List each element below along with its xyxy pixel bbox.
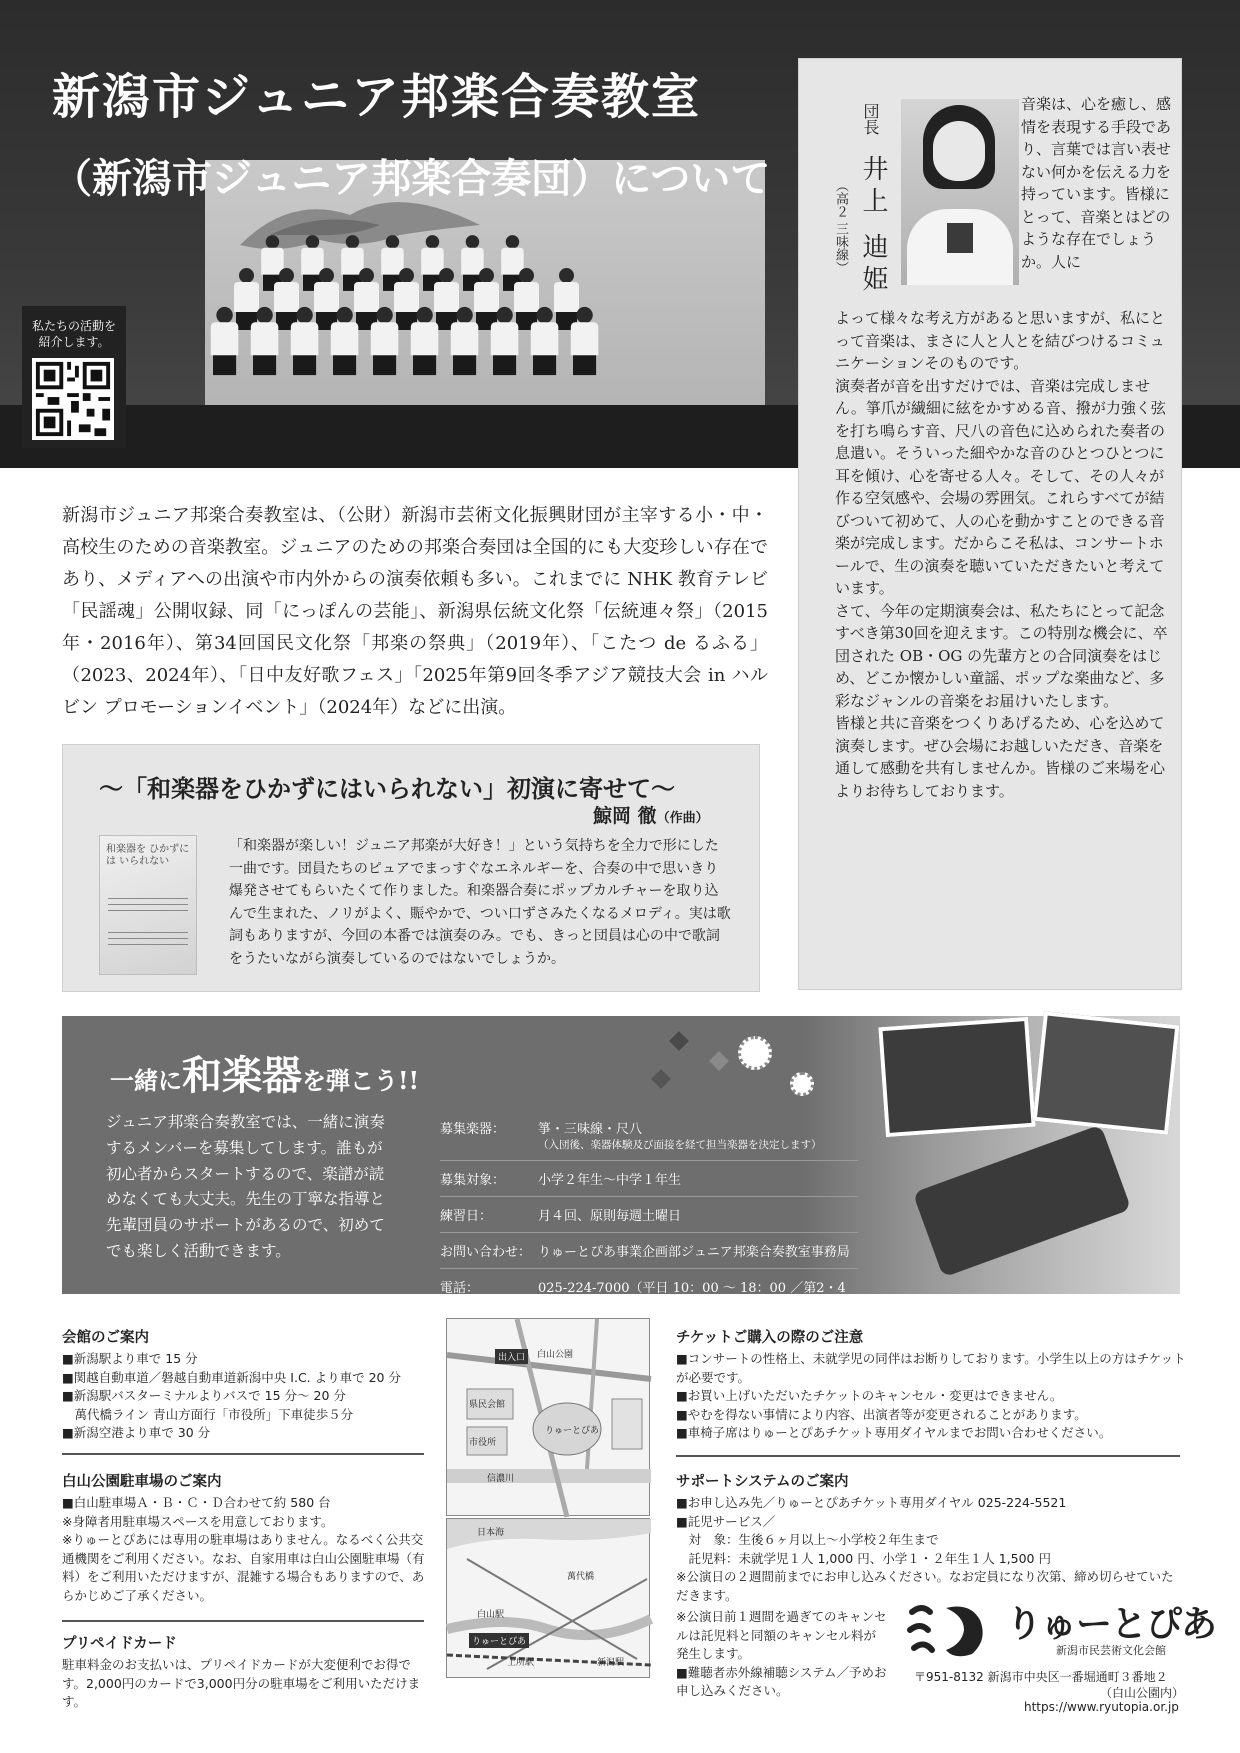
access-line: 萬代橋ライン 青山方面行「市役所」下車徒歩５分 xyxy=(62,1406,354,1422)
prepaid-title: プリペイドカード xyxy=(62,1636,177,1652)
support-line: 対 象：生後６ヶ月以上～小学校２年生まで xyxy=(676,1532,939,1547)
recruit-row xyxy=(440,1161,858,1197)
venue-logo: りゅーとぴあ xyxy=(1006,1604,1217,1645)
performer-figure xyxy=(369,307,400,375)
prepaid-text: 駐車料金のお支払いは、プリペイドカードが大変便利でお得です。2,000円のカードで3,000円分の駐車場をご利用いただけます。 xyxy=(62,1657,421,1709)
map-label: 信濃川 xyxy=(487,1474,515,1484)
support-title: サポートシステムのご案内 xyxy=(676,1474,849,1490)
premiere-text: 「和楽器が楽しい！ジュニア邦楽が大好き！」という気持ちを全力で形にした一曲です。団員たちのピュアでまっすぐなエネルギーを、合奏の中で思いきり爆発させてもらいたくて作りました。和楽器合奏にポップカルチャーを取り込んで生まれた、ノリがよく、賑やかで、つい口ずさみたくなるメロディ。実は歌詞もありますが、今回の本番では演奏のみ。でも、きっと団員は心の中で歌詞をうたいながら演奏しているのではないでしょうか。 xyxy=(229,838,731,967)
premiere-box xyxy=(62,744,760,992)
support-line: ※公演日前１週間を過ぎてのキャンセルは託児料と同額のキャンセル料が発生します。 xyxy=(676,1609,887,1661)
recruit-row xyxy=(440,1233,858,1269)
composer-name: 鯨岡 徹 xyxy=(593,805,657,827)
recruit-phone[interactable]: 025-224-7000（平日 10：00 ～ 18：00 ／第2・4月曜休館） xyxy=(538,1281,846,1315)
recruit-label: 練習日： xyxy=(440,1209,493,1224)
ticket-line: ■お買い上げいただいたチケットのキャンセル・変更はできません。 xyxy=(676,1388,1063,1403)
qr-label: 私たちの活動を紹介します。 xyxy=(32,319,117,349)
support-line: ■難聴者赤外線補聴システム／予めお申し込みください。 xyxy=(676,1664,887,1698)
map-label: 県民会館 xyxy=(469,1400,506,1410)
recruit-text: ジュニア邦楽合奏教室では、一緒に演奏するメンバーを募集してします。誰もが初心者からスタートするので、楽譜が読めなくても大丈夫。先生の丁寧な指導と先輩団員のサポートがあるので、初めてでも楽しく活動できます。 xyxy=(106,1113,386,1260)
title-line-1: 新潟市ジュニア邦楽合奏教室 xyxy=(52,69,702,125)
leader-role: 団長 xyxy=(861,103,880,135)
message-paragraph: よって様々な考え方があると思いますが、私にとって音楽は、まさに人と人とを結びつけるコミュニケーションそのものです。 xyxy=(835,309,1166,372)
recruit-heading-pre: 一緒に xyxy=(110,1066,182,1095)
map-label: 白山駅 xyxy=(477,1610,505,1620)
plum-flower-icon xyxy=(738,1036,772,1070)
title-line-2: （新潟市ジュニア邦楽合奏団）について xyxy=(52,155,771,202)
performer-figure xyxy=(449,307,480,375)
leader-portrait xyxy=(901,99,1019,285)
ticket-title: チケットご購入の際のご注意 xyxy=(676,1330,864,1346)
recruit-value: りゅーとぴあ事業企画部ジュニア邦楽合奏教室事務局 xyxy=(538,1245,850,1260)
plum-flower-icon xyxy=(790,1072,814,1096)
parking-line: ※りゅーとぴあには専用の駐車場はありません。なるべく公共交通機関をご利用ください。なお、自家用車は白山公園駐車場（有料）をご利用いただけますが、混雑する場合もありますので、あらかじめご了承ください。 xyxy=(62,1532,425,1603)
map-label: りゅーとぴあ xyxy=(545,1426,600,1436)
map-label: りゅーとぴあ xyxy=(469,1633,529,1648)
rehearsal-photo xyxy=(1033,1011,1180,1135)
parking-line: ※身障者用駐車場スペースを用意しております。 xyxy=(62,1513,334,1529)
support-line: ※公演日の２週間前までにお申し込みください。なお定員になり次第、締め切らせていただきます。 xyxy=(676,1569,1174,1603)
rehearsal-photo xyxy=(878,1017,1035,1137)
support-info-continued xyxy=(676,1608,888,1701)
recruit-row xyxy=(440,1197,858,1233)
ticket-line: ■車椅子席はりゅーとぴあチケット専用ダイヤルまでお問い合わせください。 xyxy=(676,1425,1112,1440)
message-paragraph: 皆様と共に音楽をつくりあげるため、心を込めて演奏します。ぜひ会場にお越しいただき、音楽を通して感動を共有しませんか。皆様のご来場を心よりお待ちしております。 xyxy=(835,714,1166,800)
support-info xyxy=(676,1494,1186,1605)
divider xyxy=(676,1455,1180,1457)
recruit-heading-post: を弾こう!! xyxy=(302,1066,420,1095)
recruit-label: お問い合わせ： xyxy=(440,1245,532,1260)
recruit-note: （入団後、楽器体験及び面接を経て担当楽器を決定します） xyxy=(538,1139,822,1151)
parking-title: 白山公園駐車場のご案内 xyxy=(62,1474,222,1490)
performer-figure xyxy=(289,307,320,375)
access-title: 会館のご案内 xyxy=(62,1330,149,1346)
ryutopia-logo-icon xyxy=(906,1600,990,1660)
venue-address-note: （白山公園内） xyxy=(1100,1686,1185,1700)
composer xyxy=(593,801,709,828)
venue-url[interactable]: https://www.ryutopia.or.jp xyxy=(1024,1700,1179,1714)
leader-grade: （高２ 三味線） xyxy=(833,179,848,275)
message-paragraph: 演奏者が音を出すだけでは、音楽は完成しません。箏爪が繊細に絃をかすめる音、撥が力強く弦を打ち鳴らす音、尺八の音色に込められた奏者の息遣い。そういった細やかな音のひとつひとつに耳を傾け、心を寄せる人々。そして、その人々が作る空気感や、会場の雰囲気。これらすべてが結びついて初めて、人の心を動かすことのできる音楽が完成します。だからこそ私は、コンサートホールで、生の演奏を聴いていただきたいと考えています。 xyxy=(835,376,1166,597)
map-label: 萬代橋 xyxy=(567,1572,595,1582)
map-label: 日本海 xyxy=(477,1528,505,1538)
performer-figure xyxy=(249,307,280,375)
recruit-row xyxy=(440,1110,858,1161)
support-line: 託児料：未就学児１人 1,000 円、小学１・２年生１人 1,500 円 xyxy=(676,1550,1051,1566)
map-label: 白山公園 xyxy=(537,1350,574,1360)
venue-name: 新潟市民芸術文化会館 xyxy=(1056,1644,1166,1657)
performer-figure xyxy=(329,307,360,375)
leader-message-box xyxy=(798,58,1182,990)
map-label: 市役所 xyxy=(469,1438,497,1448)
recruit-label: 募集対象： xyxy=(440,1173,506,1188)
page-title xyxy=(52,58,770,204)
access-info xyxy=(62,1350,428,1443)
recruit-heading xyxy=(110,1044,419,1101)
parking-line: ■白山駐車場Ａ・Ｂ・Ｃ・Ｄ合わせて約 580 台 xyxy=(62,1495,331,1510)
support-line: ■託児サービス／ xyxy=(676,1513,776,1529)
message-intro: 音楽は、心を癒し、感情を表現する手段であり、言葉では言い表せない何かを伝える力を持っています。皆様にとって、音楽とはどのような存在でしょうか。人に xyxy=(1021,95,1172,271)
performer-figure xyxy=(489,307,520,375)
ticket-line: ■やむを得ない事情により内容、出演者等が変更されることがあります。 xyxy=(676,1406,1087,1422)
recruit-row xyxy=(440,1269,858,1323)
ticket-info xyxy=(676,1350,1186,1443)
map-label: 上所駅 xyxy=(507,1658,535,1668)
composer-role: （作曲） xyxy=(656,811,709,826)
message-paragraph: さて、今年の定期演奏会は、私たちにとって記念すべき第30回を迎えます。この特別な機会に、卒団された OB・OG の先輩方との合同演奏をはじめ、どこか懐かしい童謡、ポップな楽曲など、多彩なジャンルの音楽をお届けいたします。 xyxy=(835,601,1168,710)
recruit-value: 箏・三味線・尺八 xyxy=(538,1122,643,1137)
message-body xyxy=(835,307,1171,802)
venue-address: 〒951-8132 新潟市中央区一番堀通町３番地２ xyxy=(914,1670,1168,1684)
recruit-details xyxy=(440,1110,858,1323)
map-label: 新潟駅 xyxy=(597,1658,625,1668)
recruit-value: 小学２年生～中学１年生 xyxy=(538,1173,682,1188)
qr-panel xyxy=(22,306,126,448)
premiere-title: ～「和楽器をひかずにはいられない」初演に寄せて～ xyxy=(99,774,675,803)
performer-figure xyxy=(409,307,440,375)
area-map xyxy=(446,1518,650,1678)
access-line: ■新潟駅より車で 15 分 xyxy=(62,1351,198,1366)
recruit-value: 月４回、原則毎週土曜日 xyxy=(538,1209,682,1224)
recruit-heading-main: 和楽器 xyxy=(182,1052,302,1099)
map-label: 出入口 xyxy=(495,1349,528,1364)
access-line: ■関越自動車道／磐越自動車道新潟中央 I.C. より車で 20 分 xyxy=(62,1369,401,1385)
performer-figure xyxy=(569,307,600,375)
parking-info xyxy=(62,1494,428,1605)
support-line: ■お申し込み先／りゅーとぴあチケット専用ダイヤル 025-224-5521 xyxy=(676,1495,1067,1510)
score-title: 和楽器を ひかずには いられない xyxy=(106,844,190,867)
qr-code-icon[interactable] xyxy=(32,358,114,440)
performer-figure xyxy=(529,307,560,375)
recruitment-band xyxy=(62,1016,1180,1315)
leader-name: 井上 迪姫 xyxy=(858,155,888,298)
access-line: ■新潟空港より車で 30 分 xyxy=(62,1425,211,1440)
recruit-label: 電話： xyxy=(440,1281,480,1296)
score-image xyxy=(99,835,197,975)
divider xyxy=(62,1453,424,1455)
access-line: ■新潟駅バスターミナルよりバスで 15 分～ 20 分 xyxy=(62,1388,346,1403)
ticket-line: ■コンサートの性格上、未就学児の同伴はお断りしております。小学生以上の方はチケットが必要です。 xyxy=(676,1351,1186,1385)
divider xyxy=(62,1620,424,1622)
performer-figure xyxy=(209,307,240,375)
venue-map xyxy=(446,1318,650,1516)
intro-paragraph: 新潟市ジュニア邦楽合奏教室は、（公財）新潟市芸術文化振興財団が主宰する小・中・高校生のための音楽教室。ジュニアのための邦楽合奏団は全国的にも大変珍しい存在であり、メディアへの出演や市内外からの演奏依頼も多い。これまでに NHK 教育テレビ「民謡魂」公開収録、同「にっぽんの芸能」、新潟県伝統文化祭「伝統連々祭」（2015年・2016年）、第34回国民文化祭「邦楽の祭典」（2019年）、「こたつ de るふる」（2023、2024年）、「日中友好歌フェス」「2025年第9回冬季アジア競技大会 in ハルビン プロモーションイベント」（2024年）などに出演。 xyxy=(62,505,768,718)
recruit-label: 募集楽器： xyxy=(440,1122,506,1137)
